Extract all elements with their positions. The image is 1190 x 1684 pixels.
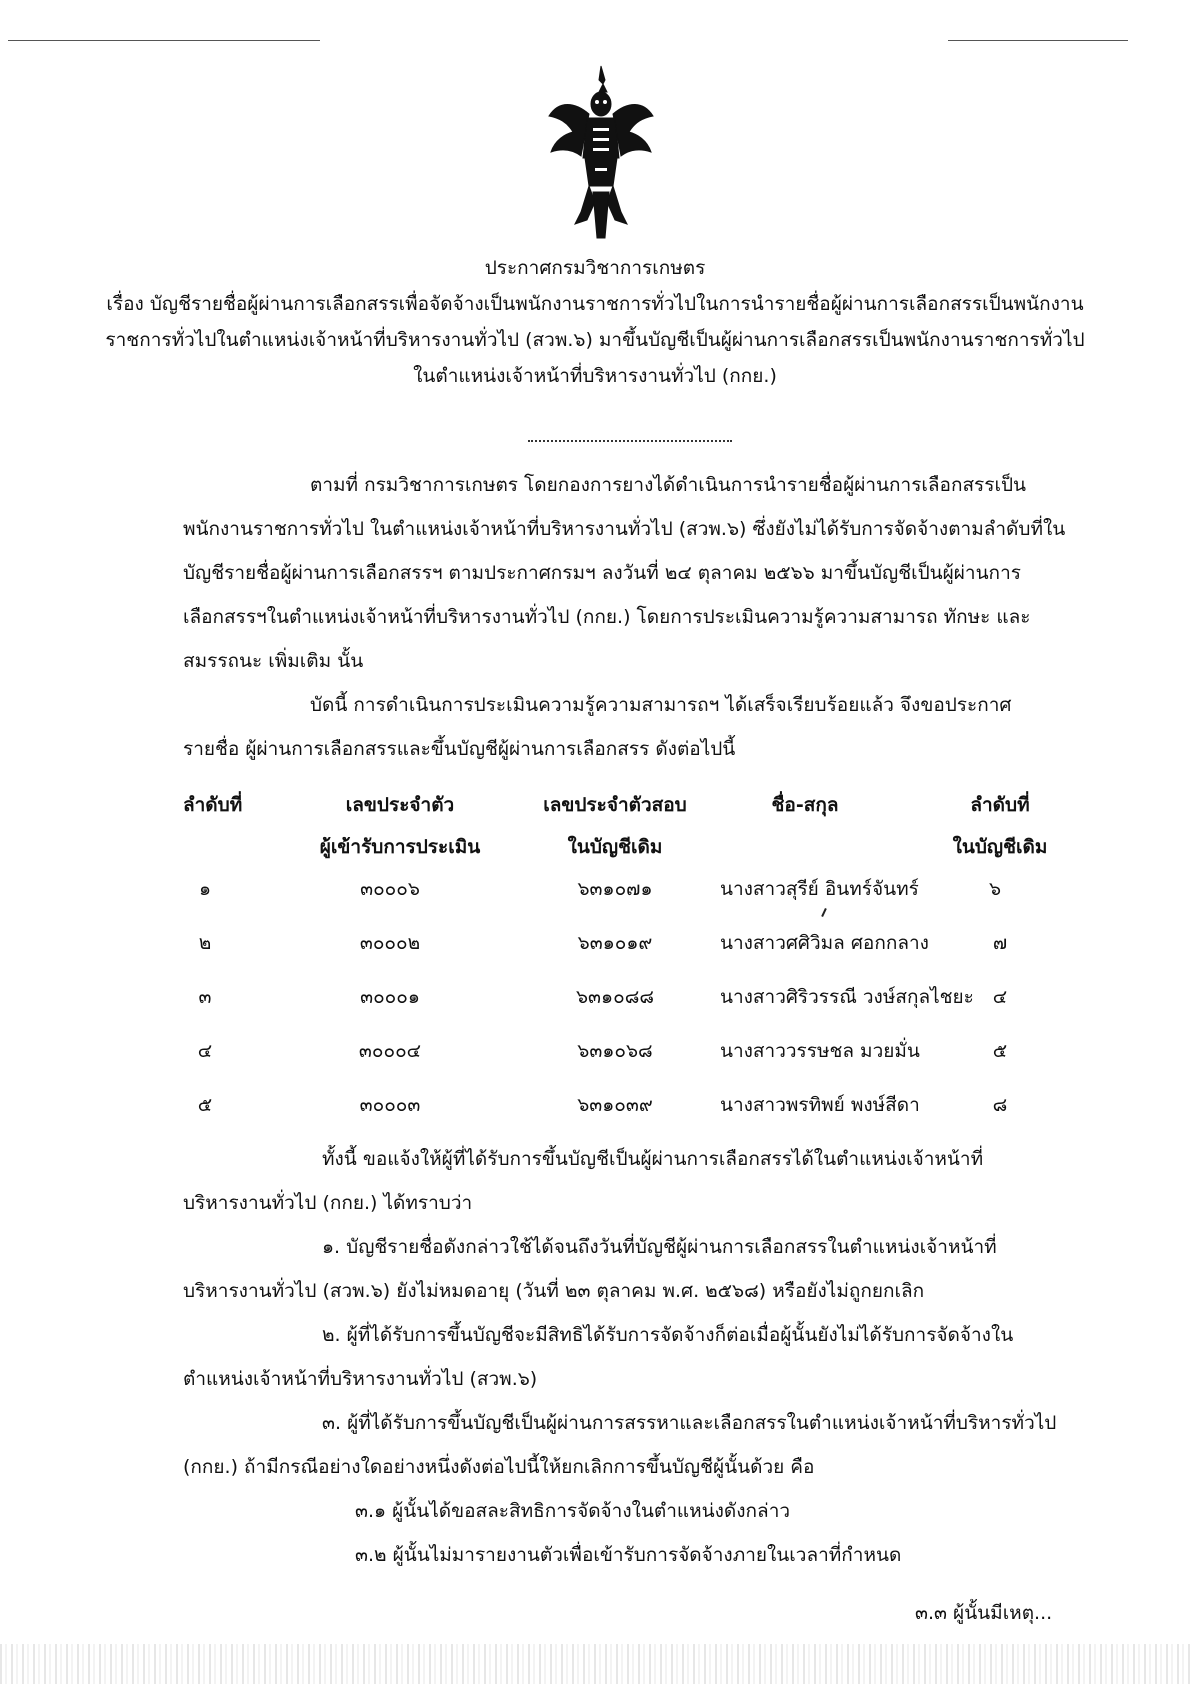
intro-line-5: สมรรถนะ เพิ่มเติม นั้น [183, 650, 364, 672]
intro-line-7: รายชื่อ ผู้ผ่านการเลือกสรรและขึ้นบัญชีผู้ผ่านการเลือกสรร ดังต่อไปนี้ [183, 738, 736, 760]
top-rule-left [8, 40, 320, 41]
closing-line-8: (กกย.) ถ้ามีกรณีอย่างใดอย่างหนึ่งดังต่อไปนี้ให้ยกเลิกการขึ้นบัญชีผู้นั้นด้วย คือ [183, 1456, 815, 1478]
closing-line-7: ๓. ผู้ที่ได้รับการขึ้นบัญชีเป็นผู้ผ่านการสรรหาและเลือกสรรในตำแหน่งเจ้าหน้าที่บริหารทั่วไป [322, 1412, 1057, 1434]
col-header-exam-id-line1: เลขประจำตัวสอบ [543, 794, 687, 816]
dotted-divider [528, 440, 732, 442]
row-order: ๕ [197, 1094, 213, 1116]
col-header-eval-id-line1: เลขประจำตัว [345, 794, 455, 816]
row-exam-id: ๖๓๑๐๓๙ [577, 1094, 653, 1116]
col-header-old-order-line2: ในบัญชีเดิม [952, 836, 1048, 858]
row-exam-id: ๖๓๑๐๘๘ [575, 986, 655, 1008]
row-old-order: ๘ [992, 1094, 1008, 1116]
col-header-old-order-line1: ลำดับที่ [970, 794, 1030, 816]
row-eval-id: ๓๐๐๐๖ [360, 878, 420, 900]
closing-line-2: บริหารงานทั่วไป (กกย.) ได้ทราบว่า [183, 1192, 473, 1214]
row-name: นางสาวพรทิพย์ พงษ์สีดา [720, 1094, 920, 1116]
closing-line-4: บริหารงานทั่วไป (สวพ.๖) ยังไม่หมดอายุ (วันที่ ๒๓ ตุลาคม พ.ศ. ๒๕๖๘) หรือยังไม่ถูกยกเลิก [183, 1280, 925, 1302]
intro-line-6: บัดนี้ การดำเนินการประเมินความรู้ความสามารถฯ ได้เสร็จเรียบร้อยแล้ว จึงขอประกาศ [310, 694, 1012, 716]
row-name: นางสาวศศิวิมล ศอกกลาง [720, 932, 929, 954]
row-eval-id: ๓๐๐๐๒ [359, 932, 421, 954]
row-old-order: ๗ [992, 932, 1008, 954]
row-name: นางสาวสุรีย์ อินทร์จันทร์ [720, 878, 919, 900]
col-header-order: ลำดับที่ [183, 794, 243, 816]
intro-line-1: ตามที่ กรมวิชาการเกษตร โดยกองการยางได้ดำเนินการนำรายชื่อผู้ผ่านการเลือกสรรเป็น [310, 474, 1026, 496]
subject-line-3: ในตำแหน่งเจ้าหน้าที่บริหารงานทั่วไป (กกย.) [413, 365, 777, 387]
col-header-name: ชื่อ-สกุล [771, 794, 839, 816]
col-header-eval-id-line2: ผู้เข้ารับการประเมิน [319, 836, 481, 858]
agency-announcement-title: ประกาศกรมวิชาการเกษตร [484, 257, 706, 279]
intro-line-4: เลือกสรรฯในตำแหน่งเจ้าหน้าที่บริหารงานทั่วไป (กกย.) โดยการประเมินความรู้ความสามารถ ทักษะ และ [183, 606, 1031, 628]
closing-line-10: ๓.๒ ผู้นั้นไม่มารายงานตัวเพื่อเข้ารับการจัดจ้างภายในเวลาที่กำหนด [355, 1544, 902, 1566]
closing-line-3: ๑. บัญชีรายชื่อดังกล่าวใช้ได้จนถึงวันที่บัญชีผู้ผ่านการเลือกสรรในตำแหน่งเจ้าหน้าที่ [322, 1236, 997, 1258]
garuda-emblem [545, 62, 657, 242]
row-exam-id: ๖๓๑๐๖๘ [577, 1040, 653, 1062]
row-eval-id: ๓๐๐๐๓ [359, 1094, 421, 1116]
subject-line-1: เรื่อง บัญชีรายชื่อผู้ผ่านการเลือกสรรเพื่อจัดจ้างเป็นพนักงานราชการทั่วไปในการนำรายชื่อผู้ผ่านการเลือกสรรเป็นพนักงาน [106, 293, 1084, 315]
row-eval-id: ๓๐๐๐๔ [358, 1040, 422, 1062]
row-exam-id: ๖๓๑๐๗๑ [577, 878, 653, 900]
closing-line-5: ๒. ผู้ที่ได้รับการขึ้นบัญชีจะมีสิทธิได้รับการจัดจ้างก็ต่อเมื่อผู้นั้นยังไม่ได้รับการจัดจ้างใน [322, 1324, 1014, 1346]
row-eval-id: ๓๐๐๐๑ [360, 986, 420, 1008]
row-order: ๓ [198, 986, 212, 1008]
row-order: ๒ [198, 932, 212, 954]
col-header-exam-id-line2: ในบัญชีเดิม [567, 836, 663, 858]
closing-line-6: ตำแหน่งเจ้าหน้าที่บริหารงานทั่วไป (สวพ.๖) [183, 1368, 538, 1390]
closing-line-1: ทั้งนี้ ขอแจ้งให้ผู้ที่ได้รับการขึ้นบัญชีเป็นผู้ผ่านการเลือกสรรได้ในตำแหน่งเจ้าหน้าที่ [322, 1148, 984, 1170]
row-name: นางสาววรรษชล มวยมั่น [720, 1040, 920, 1062]
subject-line-2: ราชการทั่วไปในตำแหน่งเจ้าหน้าที่บริหารงานทั่วไป (สวพ.๖) มาขึ้นบัญชีเป็นผู้ผ่านการเลือกสรรเป็นพนักงานราชการทั่วไป [105, 329, 1085, 351]
row-exam-id: ๖๓๑๐๑๙ [577, 932, 653, 954]
closing-line-9: ๓.๑ ผู้นั้นได้ขอสละสิทธิการจัดจ้างในตำแหน่งดังกล่าว [355, 1500, 791, 1522]
annotation-mark [821, 908, 827, 917]
row-old-order: ๔ [992, 986, 1008, 1008]
intro-line-3: บัญชีรายชื่อผู้ผ่านการเลือกสรรฯ ตามประกาศกรมฯ ลงวันที่ ๒๔ ตุลาคม ๒๕๖๖ มาขึ้นบัญชีเป็นผู้ผ่านการ [183, 562, 1021, 584]
continuation-note: ๓.๓ ผู้นั้นมีเหตุ... [915, 1602, 1053, 1624]
intro-line-2: พนักงานราชการทั่วไป ในตำแหน่งเจ้าหน้าที่บริหารงานทั่วไป (สวพ.๖) ซึ่งยังไม่ได้รับการจัดจ้างตามลำดับที่ใน [183, 518, 1066, 540]
row-old-order: ๖ [988, 878, 1002, 900]
row-name: นางสาวศิริวรรณี วงษ์สกุลไชยะ [720, 986, 974, 1008]
scan-noise-strip [0, 1644, 1190, 1684]
row-old-order: ๕ [992, 1040, 1008, 1062]
top-rule-right [948, 40, 1128, 41]
row-order: ๔ [197, 1040, 213, 1062]
row-order: ๑ [198, 878, 212, 900]
